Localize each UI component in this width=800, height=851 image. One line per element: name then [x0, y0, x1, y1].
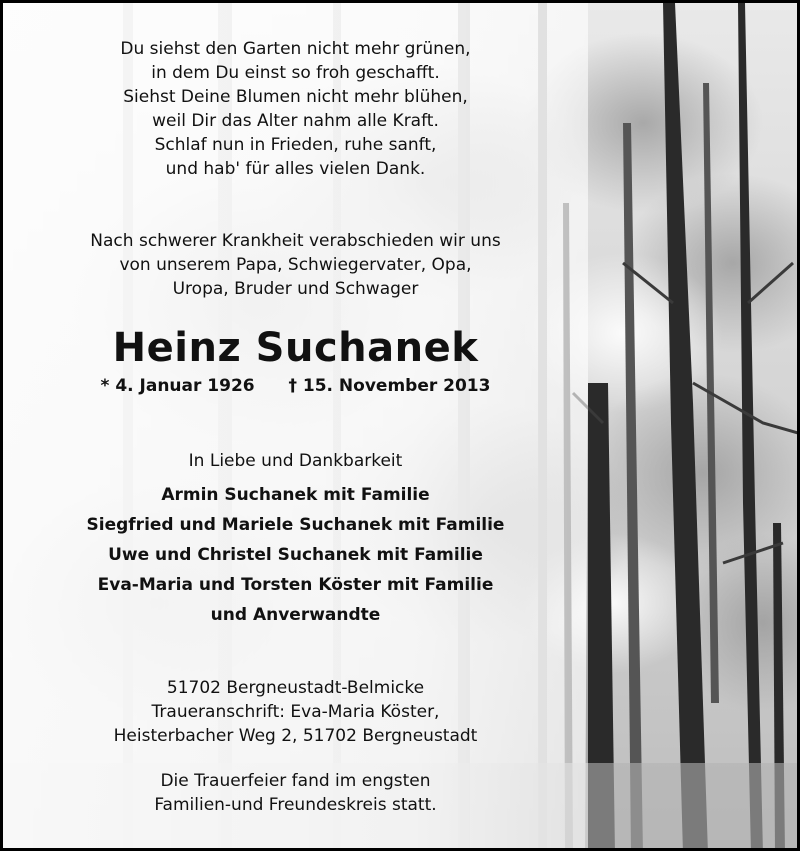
poem-line: Schlaf nun in Frieden, ruhe sanft, [154, 135, 437, 155]
funeral-note-line: Familien-und Freundeskreis statt. [154, 795, 437, 815]
deceased-name: Heinz Suchanek [112, 325, 479, 371]
intro-line: von unserem Papa, Schwiegervater, Opa, [119, 255, 472, 275]
intro-line: Nach schwerer Krankheit verabschieden wir uns [90, 231, 501, 251]
funeral-note-line: Die Trauerfeier fand im engsten [160, 771, 431, 791]
family-line: Uwe und Christel Suchanek mit Familie [108, 545, 483, 565]
family-line: und Anverwandte [210, 605, 381, 625]
intro-line: Uropa, Bruder und Schwager [172, 279, 419, 299]
poem-line: weil Dir das Alter nahm alle Kraft. [152, 111, 439, 131]
birth-date: * 4. Januar 1926 [100, 376, 255, 396]
family-line: Armin Suchanek mit Familie [161, 485, 430, 505]
family-line: Siegfried und Mariele Suchanek mit Familie [86, 515, 505, 535]
poem-line: und hab' für alles vielen Dank. [165, 159, 426, 179]
poem-line: in dem Du einst so froh geschafft. [151, 63, 440, 83]
life-dates [3, 376, 588, 396]
death-date: † 15. November 2013 [288, 376, 491, 396]
address-line: 51702 Bergneustadt-Belmicke [166, 678, 425, 698]
family-line: Eva-Maria und Torsten Köster mit Familie [97, 575, 494, 595]
poem-line: Siehst Deine Blumen nicht mehr blühen, [123, 87, 468, 107]
poem-line: Du siehst den Garten nicht mehr grünen, [120, 39, 471, 59]
mourners-heading: In Liebe und Dankbarkeit [188, 451, 403, 471]
obituary-text [3, 3, 588, 851]
address-line: Traueranschrift: Eva-Maria Köster, [151, 702, 440, 722]
address-line: Heisterbacher Weg 2, 51702 Bergneustadt [113, 726, 478, 746]
